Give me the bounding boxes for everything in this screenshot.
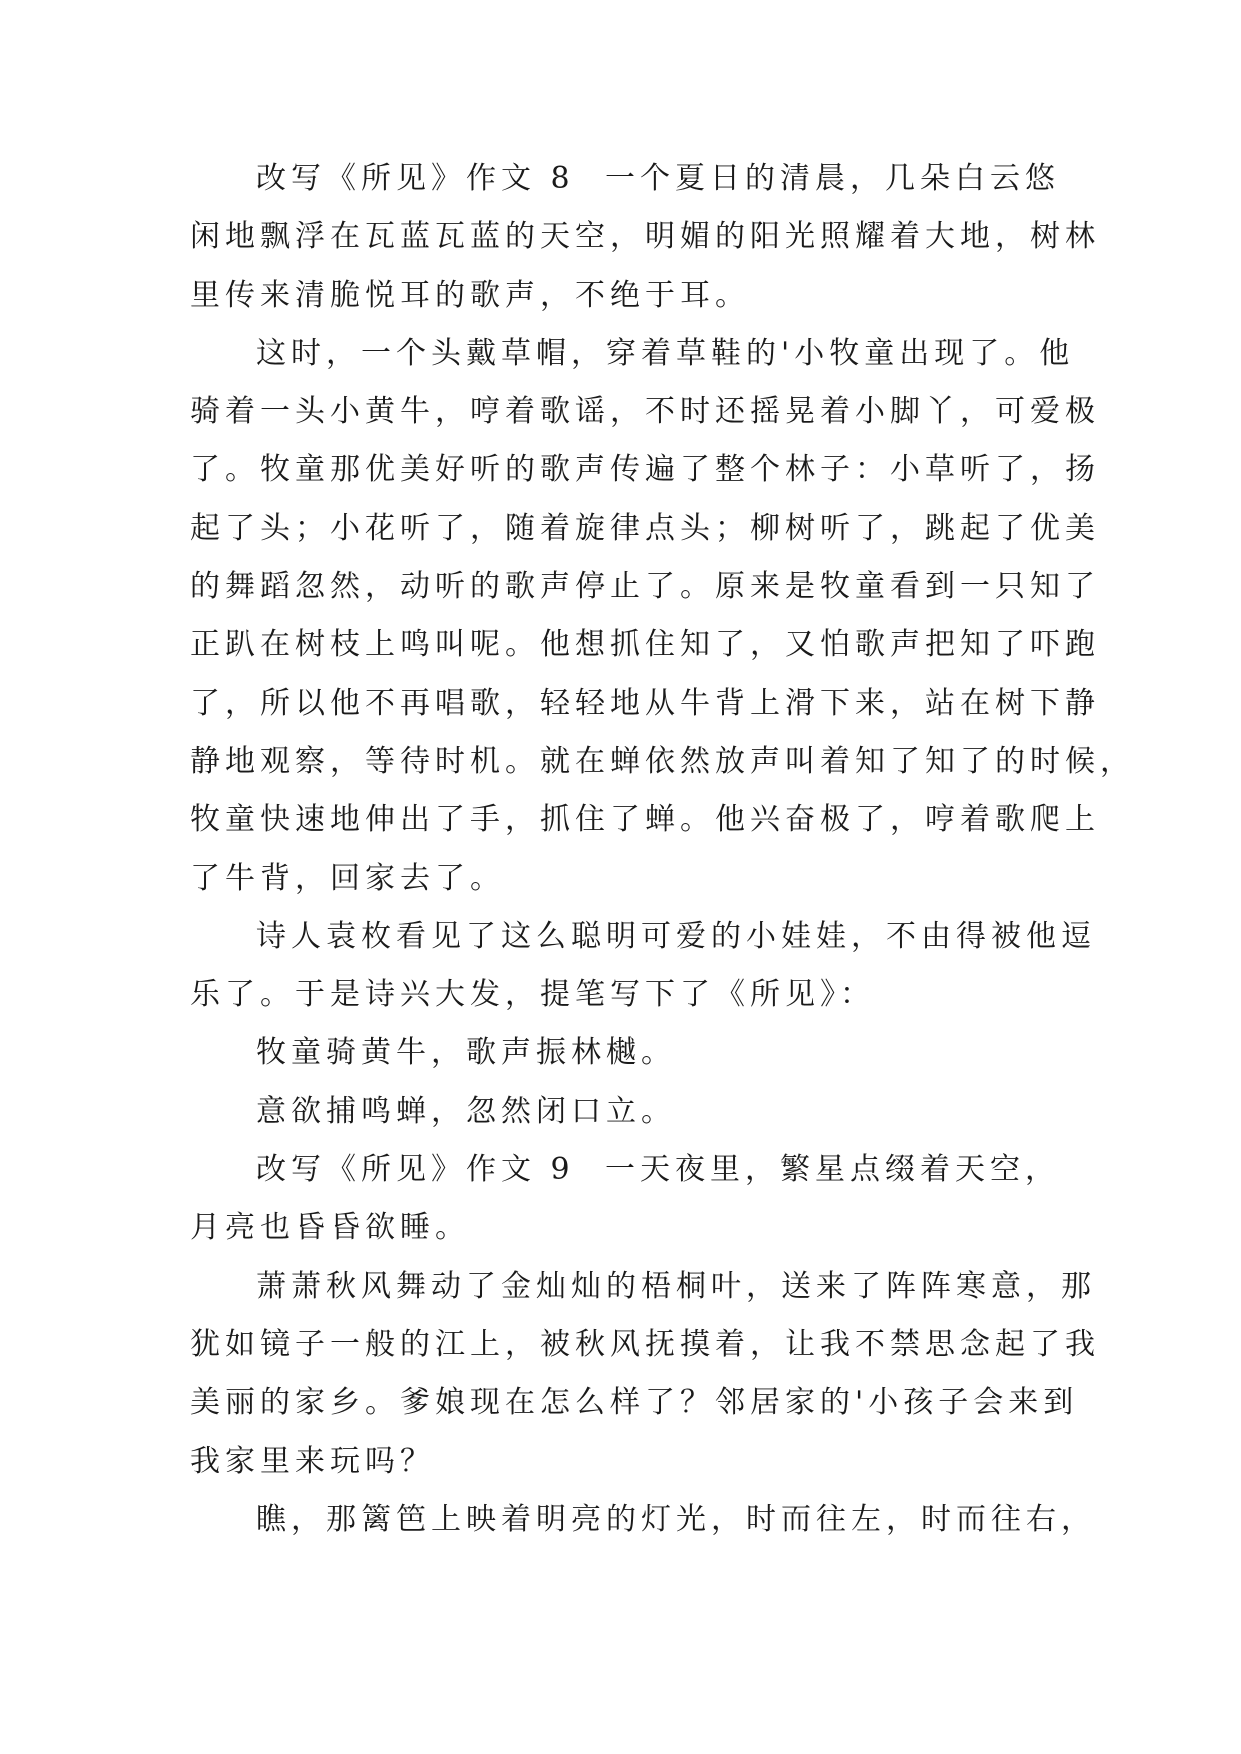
paragraph-line: 美丽的家乡。爹娘现在怎么样了？邻居家的'小孩子会来到 <box>190 1385 1079 1421</box>
paragraph-text: 一个夏日的清晨，几朵白云悠 <box>605 161 1060 196</box>
poem-line: 牧童骑黄牛，歌声振林樾。 <box>256 1035 676 1071</box>
paragraph-line: 瞧，那篱笆上映着明亮的灯光，时而往左，时而往右， <box>256 1501 1096 1537</box>
paragraph-line <box>190 150 1060 208</box>
paragraph-line: 里传来清脆悦耳的歌声，不绝于耳。 <box>190 277 750 313</box>
paragraph-line: 闲地飘浮在瓦蓝瓦蓝的天空，明媚的阳光照耀着大地，树林 <box>190 219 1100 255</box>
paragraph-line: 了牛背，回家去了。 <box>190 860 505 896</box>
paragraph-line: 这时，一个头戴草帽，穿着草鞋的'小牧童出现了。他 <box>256 335 1075 371</box>
paragraph-line: 牧童快速地伸出了手，抓住了蝉。他兴奋极了，哼着歌爬上 <box>190 802 1100 838</box>
paragraph-line: 了，所以他不再唱歌，轻轻地从牛背上滑下来，站在树下静 <box>190 685 1100 721</box>
paragraph-line <box>190 1141 1060 1199</box>
heading-gap <box>575 1141 605 1199</box>
paragraph-line: 起了头；小花听了，随着旋律点头；柳树听了，跳起了优美 <box>190 510 1100 546</box>
essay-heading: 改写《所见》作文 8 <box>256 161 575 196</box>
paragraph-text: 一天夜里，繁星点缀着天空， <box>605 1152 1060 1188</box>
paragraph-line: 骑着一头小黄牛，哼着歌谣，不时还摇晃着小脚丫，可爱极 <box>190 394 1100 430</box>
paragraph-line: 我家里来玩吗？ <box>190 1443 435 1479</box>
paragraph-line: 了。牧童那优美好听的歌声传遍了整个林子：小草听了，扬 <box>190 452 1100 488</box>
paragraph-line: 犹如镜子一般的江上，被秋风抚摸着，让我不禁思念起了我 <box>190 1326 1100 1362</box>
paragraph-line: 诗人袁枚看见了这么聪明可爱的小娃娃，不由得被他逗 <box>256 918 1096 954</box>
essay-heading: 改写《所见》作文 9 <box>256 1152 575 1188</box>
paragraph-line: 的舞蹈忽然，动听的歌声停止了。原来是牧童看到一只知了 <box>190 569 1100 605</box>
paragraph-line: 正趴在树枝上鸣叫呢。他想抓住知了，又怕歌声把知了吓跑 <box>190 627 1100 663</box>
paragraph-line: 乐了。于是诗兴大发，提笔写下了《所见》： <box>190 977 875 1013</box>
heading-gap <box>575 150 605 208</box>
paragraph-line: 萧萧秋风舞动了金灿灿的梧桐叶，送来了阵阵寒意，那 <box>256 1268 1096 1304</box>
paragraph-line: 月亮也昏昏欲睡。 <box>190 1210 470 1246</box>
paragraph-line: 静地观察，等待时机。就在蝉依然放声叫着知了知了的时候， <box>190 743 1135 779</box>
poem-line: 意欲捕鸣蝉，忽然闭口立。 <box>256 1093 676 1129</box>
document-body <box>190 150 1135 1549</box>
